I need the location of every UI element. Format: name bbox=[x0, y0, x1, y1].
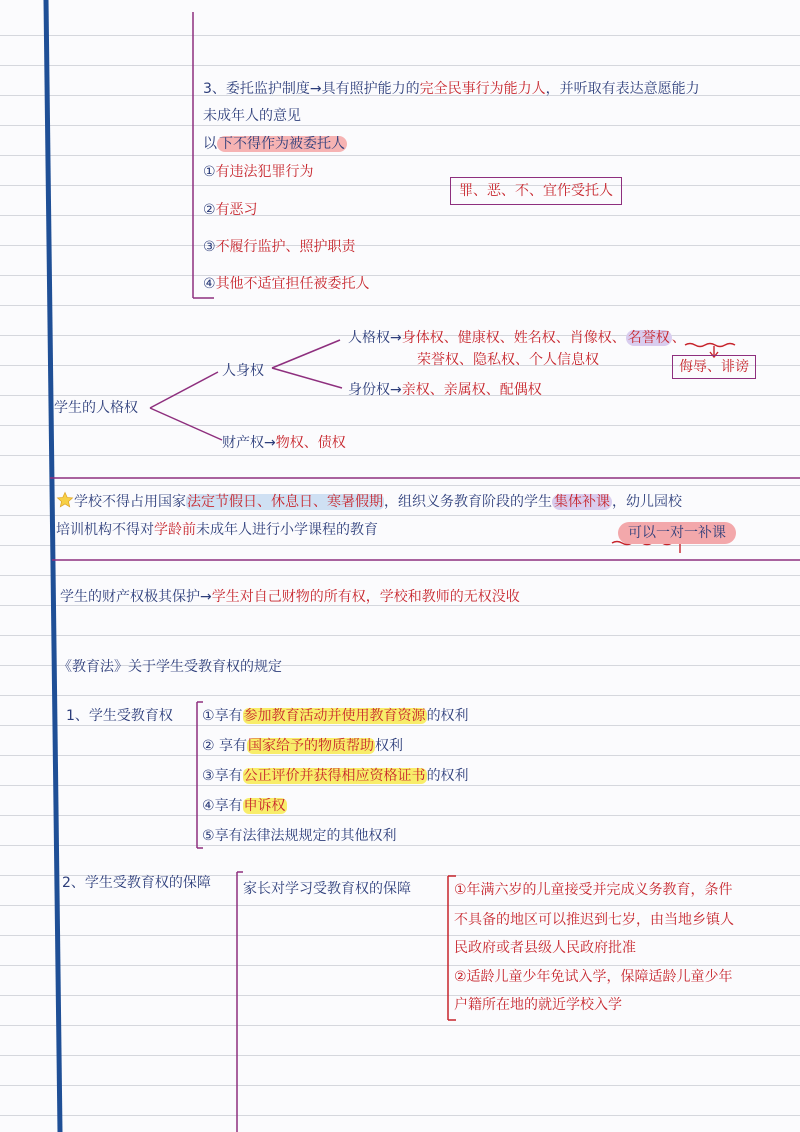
holiday-text-highlight: 法定节假日、休息日、寒暑假期 bbox=[187, 494, 383, 510]
guardianship-item-1 bbox=[203, 162, 314, 182]
guarantee-line-1: ①年满六岁的儿童接受并完成义务教育，条件 bbox=[454, 882, 733, 898]
character-text-1: 身体权、健康权、姓名权、肖像权、 bbox=[401, 330, 626, 346]
honor-wavy-underline bbox=[685, 344, 735, 347]
guardianship-line1-suffix: ，并听取有表达意愿能力 bbox=[545, 81, 700, 97]
right-number: ② bbox=[202, 738, 215, 754]
item-text: 不履行监护、照护职责 bbox=[215, 239, 356, 255]
tree-root-branches bbox=[150, 372, 222, 440]
holiday-text-3: ，幼儿园校 bbox=[612, 494, 682, 510]
guardianship-item-3 bbox=[203, 237, 356, 257]
property-protect-text: 学生对自己财物的所有权，学校和教师的无权没收 bbox=[211, 589, 520, 605]
guardianship-item-2 bbox=[203, 200, 258, 220]
tree-character-rights bbox=[348, 328, 686, 348]
guardianship-line1-red: 完全民事行为能力人 bbox=[419, 81, 546, 97]
right-prefix: 享有 bbox=[214, 708, 243, 724]
character-honor: 名誉权 bbox=[627, 330, 670, 346]
right-highlight: 参加教育活动并使用教育资源 bbox=[243, 708, 426, 724]
guardianship-line-2: 未成年人的意见 bbox=[203, 108, 301, 124]
holiday-line2-b: 未成年人进行小学课程的教育 bbox=[196, 522, 378, 538]
left-margin-line bbox=[46, 0, 60, 1132]
honor-infringement-box: 侮辱、诽谤 bbox=[672, 355, 756, 379]
property-protect-label: 学生的财产权极其保护→ bbox=[60, 589, 212, 605]
identity-text: 亲权、亲属权、配偶权 bbox=[401, 382, 542, 398]
tree-root: 学生的人格权 bbox=[54, 400, 138, 416]
parent-guarantee-label: 家长对学习受教育权的保障 bbox=[243, 881, 411, 897]
holiday-collective-tutoring: 集体补课 bbox=[554, 494, 610, 510]
tree-identity-rights bbox=[348, 380, 542, 400]
right-prefix: 享有 bbox=[214, 798, 243, 814]
right-item-3 bbox=[202, 766, 469, 786]
character-comma: 、 bbox=[671, 330, 686, 346]
right-number: ④ bbox=[202, 798, 215, 814]
education-law-title: 《教育法》关于学生受教育权的规定 bbox=[58, 659, 282, 675]
right-highlight: 公正评价并获得相应资格证书 bbox=[243, 768, 426, 784]
right-prefix: 享有 bbox=[214, 738, 248, 754]
item-text: 有恶习 bbox=[215, 202, 258, 218]
holiday-line2-a: 培训机构不得对 bbox=[56, 522, 154, 538]
guardianship-line1-prefix: 3、委托监护制度→具有照护能力的 bbox=[203, 81, 420, 97]
guardianship-line-3 bbox=[203, 134, 347, 154]
holiday-line2-red: 学龄前 bbox=[154, 522, 196, 538]
item-number: ② bbox=[203, 202, 216, 218]
right-suffix: 权利 bbox=[375, 738, 404, 754]
right-item-1 bbox=[202, 706, 469, 726]
guarantee-line-5: 户籍所在地的就近学校入学 bbox=[454, 997, 622, 1013]
right-number: ⑤ bbox=[202, 828, 215, 844]
right-item-4 bbox=[202, 796, 287, 816]
tree-personal-branch: 人身权 bbox=[222, 363, 264, 379]
guardianship-line3-prefix: 以 bbox=[203, 136, 217, 152]
item-number: ③ bbox=[203, 239, 216, 255]
property-protection-line bbox=[60, 587, 520, 607]
guardianship-item-4 bbox=[203, 274, 370, 294]
property-branch-text: 物权、债权 bbox=[275, 435, 346, 451]
item-number: ④ bbox=[203, 276, 216, 292]
right-highlight: 申诉权 bbox=[243, 798, 286, 814]
star-icon bbox=[56, 491, 74, 515]
right-item-2 bbox=[202, 736, 403, 756]
tree-property-branch bbox=[222, 433, 346, 453]
right-number: ① bbox=[202, 708, 215, 724]
guarantee-line-2: 不具备的地区可以推迟到七岁，由当地乡镇人 bbox=[454, 912, 734, 928]
tree-personal-branches bbox=[272, 340, 342, 388]
guardianship-line-1 bbox=[203, 79, 700, 99]
item-text: 其他不适宜担任被委托人 bbox=[215, 276, 370, 292]
section2-label: 2、学生受教育权的保障 bbox=[62, 875, 211, 891]
holiday-text-1: 学校不得占用国家 bbox=[74, 494, 186, 510]
guarantee-line-4: ②适龄儿童少年免试入学，保障适龄儿童少年 bbox=[454, 969, 733, 985]
property-branch-label: 财产权→ bbox=[222, 435, 276, 451]
holiday-text-2: ，组织义务教育阶段的学生 bbox=[384, 494, 552, 510]
right-prefix: 享有 bbox=[214, 768, 243, 784]
right-suffix: 的权利 bbox=[426, 708, 469, 724]
section1-label: 1、学生受教育权 bbox=[66, 708, 173, 724]
one-on-one-tutoring-pill: 可以一对一补课 bbox=[618, 522, 736, 544]
item-number: ① bbox=[203, 164, 216, 180]
holiday-note-line-2 bbox=[56, 520, 378, 540]
guardianship-line3-highlight: 下不得作为被委托人 bbox=[219, 136, 345, 152]
guardianship-mnemonic-box: 罪、恶、不、宜作受托人 bbox=[450, 177, 622, 205]
guarantee-line-3: 民政府或者县级人民政府批准 bbox=[454, 940, 636, 956]
character-label: 人格权→ bbox=[348, 330, 402, 346]
right-prefix: 享有法律法规规定的其他权利 bbox=[214, 828, 397, 844]
right-suffix: 的权利 bbox=[426, 768, 469, 784]
right-item-5 bbox=[202, 826, 397, 846]
item-text: 有违法犯罪行为 bbox=[215, 164, 314, 180]
identity-label: 身份权→ bbox=[348, 382, 402, 398]
right-highlight: 国家给予的物质帮助 bbox=[248, 738, 375, 754]
holiday-note-line-1 bbox=[56, 491, 682, 515]
tree-character-rights-2: 荣誉权、隐私权、个人信息权 bbox=[417, 352, 599, 368]
right-number: ③ bbox=[202, 768, 215, 784]
